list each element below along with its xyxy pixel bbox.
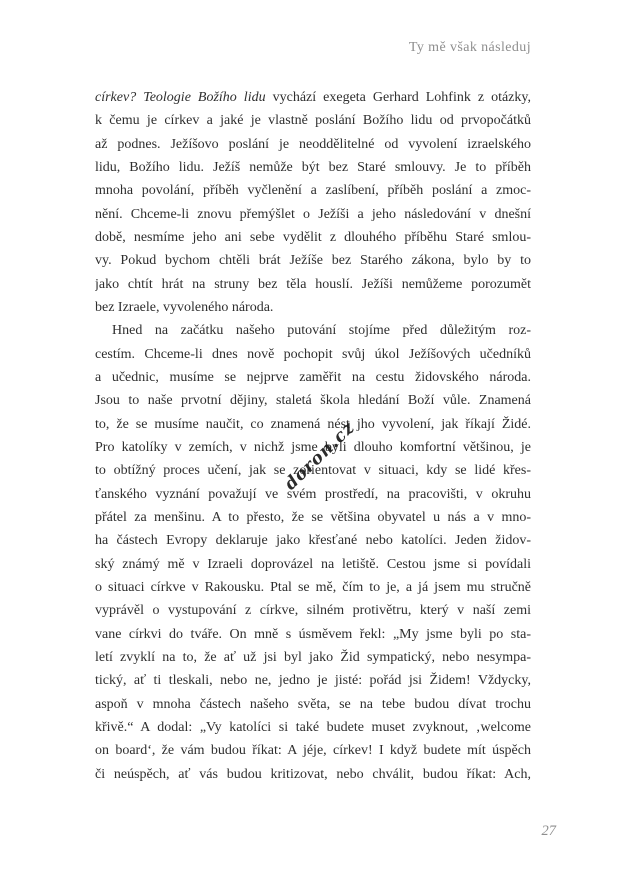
body-line: cestím. Chceme-li dnes nově pochopit svůj úkol Ježíšových učedníků <box>95 346 531 362</box>
body-line: ský známý mě v Izraeli doprovázel na letiště. Cestou jsme si povídali <box>95 556 531 572</box>
paragraph1-line1-rest: vychází exegeta Gerhard Lohfink z otázky, <box>265 90 531 105</box>
body-line: Jsou to naše prvotní dějiny, staletá škola hledání Boží vůle. Znamená <box>95 393 531 409</box>
paragraph1-lines <box>95 109 531 296</box>
body-line: době, nesmíme jeho ani sebe vydělit z dlouhého příběhu Staré smlou- <box>95 229 531 245</box>
paragraph1-line1 <box>95 86 531 109</box>
body-line: on board‘, že vám budou říkat: A jéje, církev! I když budete mít úspěch <box>95 743 531 759</box>
body-line: vyprávěl o vystupování z církve, silném protivětru, který v naší zemi <box>95 603 531 619</box>
running-header: Ty mě však následuj <box>408 40 531 55</box>
body-line: lidu, Božího lidu. Ježíš nemůže být bez Staré smlouvy. Je to příběh <box>95 159 531 175</box>
watermark-text: doron.cz <box>280 417 360 495</box>
body-line: k čemu je církev a jaké je vlastně poslání Božího lidu od prvopočátků <box>95 113 531 129</box>
page-number: 27 <box>541 823 556 839</box>
body-line: až podnes. Ježíšovo poslání je neoddělitelné od vyvolení izraelského <box>95 136 531 152</box>
body-line: o situaci církve v Rakousku. Ptal se mě, čím to je, a já jsem mu stručně <box>95 579 531 595</box>
body-line: letí zvyklí na to, že ať už jsi byl jako Žid sympatický, nebo nesympa- <box>95 649 531 665</box>
body-line: tický, ať ti tleskali, nebo ne, jedno je jisté: pořád jsi Židem! Vždycky, <box>95 673 531 689</box>
body-line: nění. Chceme-li znovu přemýšlet o Ježíši a jeho následování v dnešní <box>95 206 531 222</box>
paragraph2-lines <box>95 343 531 786</box>
body-line: mnoha povolání, příběh vyčlenění a zaslíbení, příběh poslání a zmoc- <box>95 183 531 199</box>
body-line: vane církvi do tváře. On mně s úsměvem řekl: „My jsme byli po sta- <box>95 626 531 642</box>
body-line: vy. Pokud bychom chtěli brát Ježíše bez Starého zákona, bylo by to <box>95 253 531 269</box>
text-block <box>95 86 531 786</box>
body-line: a učednic, musíme se nejprve zaměřit na cestu židovského národa. <box>95 369 531 385</box>
body-line: ha částech Evropy deklaruje jako křesťané nebo katolíci. Jeden židov- <box>95 533 531 549</box>
body-line: ťanského vyznání považují ve svém prostředí, na pracovišti, v okruhu <box>95 486 531 502</box>
paragraph1-last-line: bez Izraele, vyvoleného národa. <box>95 299 274 315</box>
body-line: Pro katolíky v zemích, v nichž jsme byli dlouho komfortní většinou, je <box>95 439 531 455</box>
body-line: přátel za menšinu. A to přesto, že se většina obyvatel u nás a v mno- <box>95 509 531 525</box>
body-line: jako chtít hrát na struny bez těla houslí. Ježíši nemůžeme porozumět <box>95 276 531 292</box>
body-line: aspoň v mnoha částech našeho světa, se na tebe budou dívat trochu <box>95 696 531 712</box>
body-line: to obtížný proces učení, jak se zorientovat v situaci, kdy se lidé křes- <box>95 463 531 479</box>
body-line: či neúspěch, ať vás budou kritizovat, nebo chválit, budou říkat: Ach, <box>95 766 531 782</box>
paragraph2-first-line: Hned na začátku našeho putování stojíme před důležitým roz- <box>112 323 531 339</box>
body-line: křivě.“ A dodal: „Vy katolíci si také budete muset zvyknout, ‚welcome <box>95 719 531 735</box>
body-line: to, že se musíme naučit, co znamená nést jho vyvolení, jak říkají Židé. <box>95 416 531 432</box>
paragraph1-italic-lead: církev? Teologie Božího lidu <box>95 90 266 105</box>
